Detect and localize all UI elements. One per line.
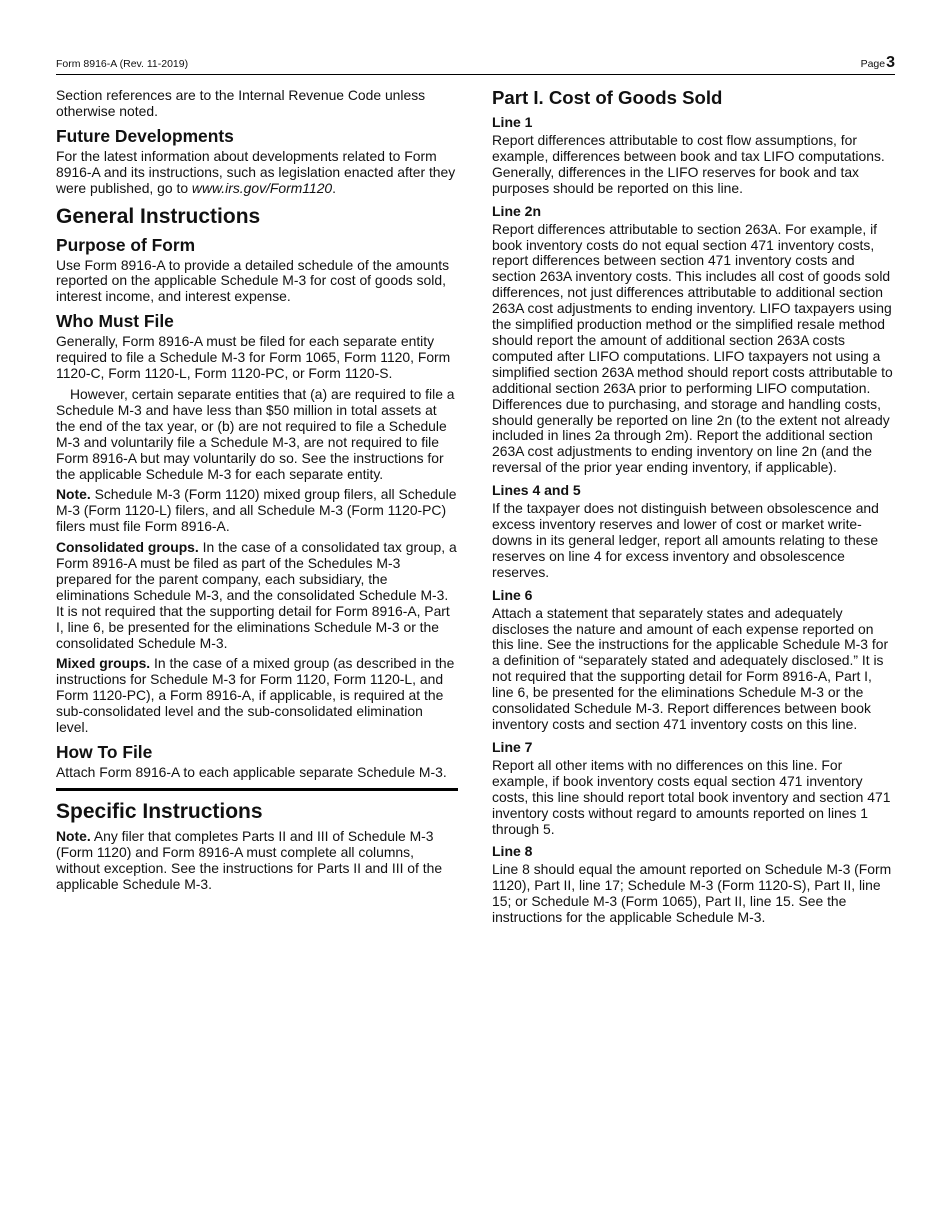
line1-heading: Line 1 <box>492 114 533 130</box>
line6-heading: Line 6 <box>492 586 533 603</box>
page-number <box>861 54 895 72</box>
page-header <box>56 54 895 75</box>
line2n-text: Report differences attributable to section 263A. For example, if book inventory costs do not equal section 471 inventory costs, report differences between section 471 inventory costs and section 263A inventory costs. This includes all cost of goods sold differences, not just differences attributable to additional section 263A cost adjustments to ending inventory. LIFO taxpayers using the simplified production method or the simplified resale method should report the amount of additional section 263A costs computed after LIFO computations. LIFO taxpayers not using a simplified section 263A method should report costs attributable to additional section 263A prior to performing LIFO computation. Differences due to purchasing, and storage and handling costs, should generally be reported on line 2n (to the extent not already included in lines 2a through 2m). Report the additional section 263A cost adjustments to ending inventory on line 2n (and the reversal of the prior year ending inventory, if applicable). <box>492 220 893 476</box>
mixed-groups-paragraph: Mixed groups. In the case of a mixed group (as described in the instructions for Schedule M-3 for Form 1120, Form 1120-L, and Form 1120-PC), a Form 8916-A, if applicable, is required at the sub-consolidated level and the sub-consolidated elimination level. <box>56 655 455 736</box>
right-column <box>492 88 895 931</box>
line2n-heading: Line 2n <box>492 202 542 219</box>
who-must-file-p1: Generally, Form 8916-A must be filed for each separate entity required to file a Schedule M-3 for Form 1065, Form 1120, Form 1120-C, Form 1120-L, Form 1120-PC, or Form 1120-S. <box>56 333 451 382</box>
how-to-file-heading: How To File <box>56 742 153 762</box>
line1-text: Report differences attributable to cost flow assumptions, for example, differences between book and tax LIFO computations. Generally, differences in the LIFO reserves for book and tax purposes should be reported on this line. <box>492 132 885 196</box>
purpose-heading: Purpose of Form <box>56 234 196 255</box>
specific-instructions-note: Note. Any filer that completes Parts II and III of Schedule M-3 (Form 1120) and Form 8916-A must complete all columns, without exception. See the instructions for Parts II and III of the applicable Schedule M-3. <box>56 827 443 892</box>
who-must-file-p2: However, certain separate entities that (a) are required to file a Schedule M-3 and have less than $50 million in total assets at the end of the tax year, or (b) are not required to file a Schedule M-3 and voluntarily file a Schedule M-3, are not required to file Form 8916-A but may voluntarily do so. See the instructions for the applicable Schedule M-3 for each separate entity. <box>56 385 455 482</box>
line7-heading: Line 7 <box>492 738 533 755</box>
consolidated-groups-paragraph: Consolidated groups. In the case of a consolidated tax group, a Form 8916-A must be filed as part of the Schedules M-3 prepared for the parent company, each subsidiary, the eliminations Schedule M-3, and the consolidated Schedule M-3. It is not required that the supporting detail for Form 8916-A, Part I, line 6, be presented for the eliminations Schedule M-3 or the consolidated Schedule M-3. <box>56 539 457 651</box>
line6-text: Attach a statement that separately states and adequately discloses the nature and amount of each expense reported on this line. See the instructions for the applicable Schedule M-3 for a definition of “separately stated and adequately disclosed.” It is not required that the supporting detail for Form 8916-A, Part I, line 6, be presented for the eliminations Schedule M-3 or the consolidated Schedule M-3. Report differences between book inventory costs and section 471 inventory costs on this line. <box>492 604 889 732</box>
form-revision-label: Form 8916-A (Rev. 11-2019) <box>56 58 189 70</box>
how-to-file-text: Attach Form 8916-A to each applicable separate Schedule M-3. <box>56 764 447 780</box>
who-must-file-note: Note. Schedule M-3 (Form 1120) mixed group filers, all Schedule M-3 (Form 1120-L) filers, and all Schedule M-3 (Form 1120-PC) filers must file Form 8916-A. <box>56 486 457 535</box>
general-instructions-heading: General Instructions <box>56 204 261 228</box>
future-developments-heading: Future Developments <box>56 125 234 146</box>
section-divider <box>56 788 458 791</box>
lines45-text: If the taxpayer does not distinguish between obsolescence and excess inventory reserves and lower of cost or market write-downs in its general ledger, report all amounts relating to these reserves on line 4 for excess inventory and obsolescence reserves. <box>492 500 879 580</box>
lines45-heading: Lines 4 and 5 <box>492 482 581 499</box>
specific-instructions-heading: Specific Instructions <box>56 799 263 823</box>
purpose-text: Use Form 8916-A to provide a detailed schedule of the amounts reported on the applicable Schedule M-3 for cost of goods sold, interest income, and interest expense. <box>56 256 450 305</box>
page-label: Page <box>860 58 886 70</box>
page-number-value: 3 <box>886 54 895 71</box>
line8-text: Line 8 should equal the amount reported on Schedule M-3 (Form 1120), Part II, line 17; Schedule M-3 (Form 1120-S), Part II, line 15; or Schedule M-3 (Form 1065), Part II, line 15. See the instructions for the applicable Schedule M-3. <box>492 861 892 926</box>
who-must-file-heading: Who Must File <box>56 311 174 332</box>
intro-paragraph: Section references are to the Internal Revenue Code unless otherwise noted. <box>56 87 426 119</box>
line7-text: Report all other items with no differences on this line. For example, if book inventory costs equal section 471 inventory costs, this line should report total book inventory and section 471 inventory costs without regard to amounts reported on lines 1 through 5. <box>492 756 891 837</box>
part1-heading: Part I. Cost of Goods Sold <box>492 87 723 108</box>
left-column <box>56 88 458 898</box>
future-developments-text: For the latest information about developments related to Form 8916-A and its instructions, such as legislation enacted after they were published, go to www.irs.gov/Form1120. <box>56 147 456 196</box>
irs-form1120-link[interactable]: www.irs.gov/Form1120 <box>191 179 333 196</box>
line8-heading: Line 8 <box>492 843 533 860</box>
